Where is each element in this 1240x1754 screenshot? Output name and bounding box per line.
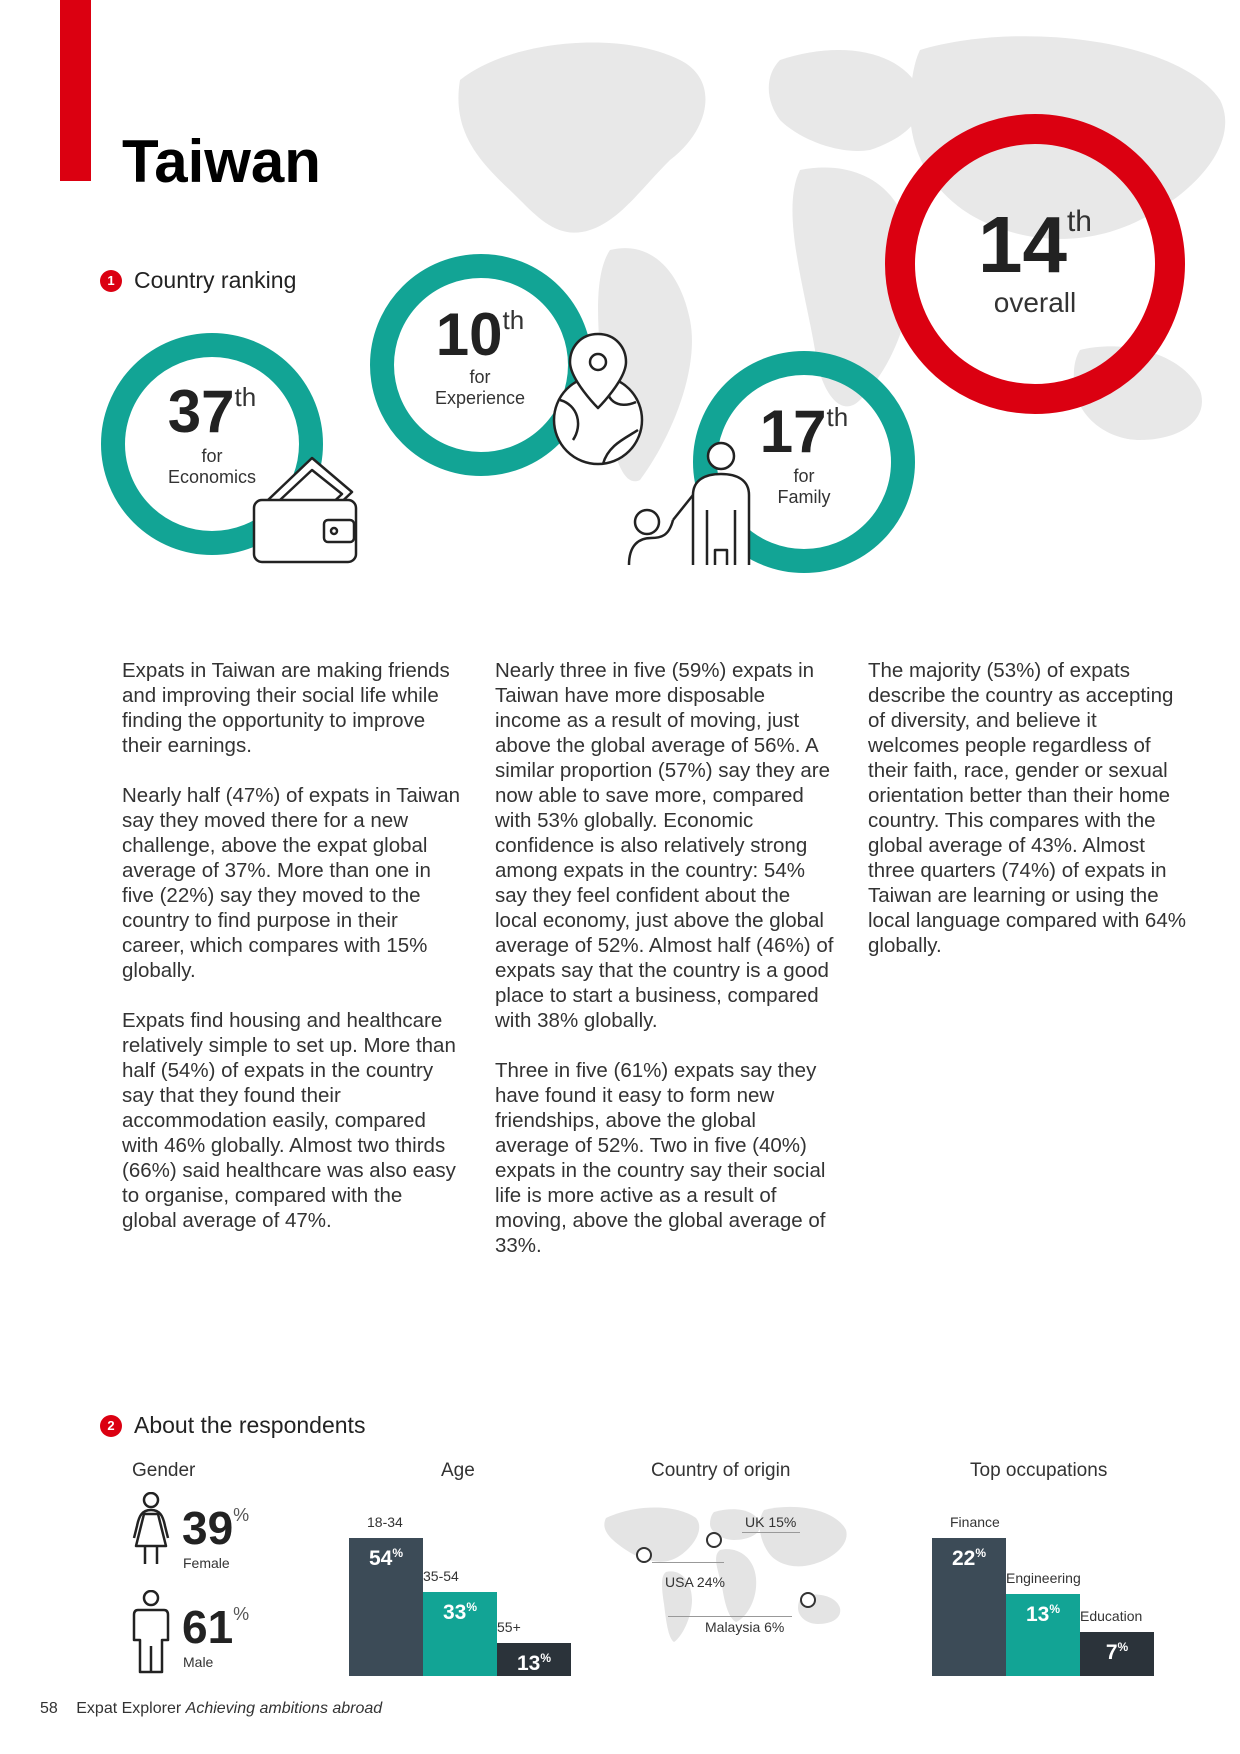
origin-malaysia: Malaysia 6%: [705, 1619, 785, 1635]
economics-label: Economics: [167, 467, 257, 487]
age-bar-value: 13%: [516, 1651, 552, 1675]
paragraph: Expats find housing and healthcare relatively simple to set up. More than half (54%) of expats in the country say that they found their accommodation easily, compared with 46% globally. Almost two thirds (66%) said healthcare was also easy to organise, compared with the global average of 47%.: [122, 1009, 456, 1232]
overall-label: overall: [993, 287, 1077, 318]
origin-usa: USA 24%: [665, 1574, 725, 1590]
section-number: 2: [100, 1415, 122, 1437]
occupation-bar: [932, 1538, 1006, 1676]
usa-leader-line: [652, 1562, 724, 1563]
occupation-bar-label: Finance: [950, 1514, 1000, 1530]
economics-for: for: [201, 446, 223, 466]
age-bar-value: 54%: [368, 1546, 404, 1570]
family-for: for: [793, 466, 815, 486]
malaysia-leader-line: [668, 1616, 792, 1617]
age-bar-label: 18-34: [367, 1514, 403, 1530]
body-column-3: [868, 658, 1188, 983]
paragraph: Expats in Taiwan are making friends and improving their social life while finding the opportunity to improve their earnings.: [122, 659, 450, 757]
occupation-bar-label: Education: [1080, 1608, 1143, 1624]
occupations-bar-chart: [932, 1500, 1154, 1676]
body-column-1: [122, 658, 462, 1258]
paragraph: Three in five (61%) expats say they have found it easy to form new friendships, above the global average of 52%. Two in five (40%) expats in the country say their social life is more active as a result of moving, above the global average of 33%.: [495, 1059, 826, 1257]
age-bar-label: 55+: [497, 1619, 521, 1635]
page-footer: [40, 1700, 382, 1718]
paragraph: Nearly half (47%) of expats in Taiwan say they moved there for a new challenge, above the expat global average of 37%. More than one in five (22%) say they moved to the country to find purpose in their career, which compares with 15% globally.: [122, 784, 461, 982]
paragraph: Nearly three in five (59%) expats in Taiwan have more disposable income as a result of moving, just above the global average of 56%. A similar proportion (57%) say they are now able to save more, compared with 53% globally. Economic confidence is also relatively strong among expats in the country: 54% say they feel confident about the local economy, just above the global average of 52%. Almost half (46%) of expats say that the country is a good place to start a business, compared with 38% globally.: [495, 659, 834, 1032]
female-label: Female: [183, 1555, 230, 1571]
experience-rank: [405, 301, 555, 409]
occupation-bar-value: 22%: [951, 1546, 987, 1570]
age-bar: [497, 1643, 571, 1676]
uk-leader-line: [742, 1532, 800, 1533]
footer-subtitle: Achieving ambitions abroad: [185, 1700, 383, 1717]
occupation-bar-label: Engineering: [1006, 1570, 1081, 1586]
economics-rank-number: 37: [167, 378, 235, 445]
economics-rank-suffix: th: [234, 382, 257, 412]
malaysia-marker: [800, 1592, 816, 1608]
male-icon: [130, 1590, 172, 1674]
section-number: 1: [100, 270, 122, 292]
male-label: Male: [183, 1654, 214, 1670]
respondents-heading: [100, 1412, 365, 1439]
experience-for: for: [469, 367, 491, 387]
experience-rank-number: 10: [435, 301, 503, 368]
age-heading: Age: [441, 1460, 475, 1481]
paragraph: The majority (53%) of expats describe the country as accepting of diversity, and believe it welcomes people regardless of their faith, race, gender or sexual orientation better than their home country. This compares with the global average of 43%. Almost three quarters (74%) of expats in Taiwan are learning or using the local language compared with 64% globally.: [868, 659, 1186, 957]
male-unit: %: [233, 1604, 250, 1624]
age-bar-chart: [349, 1500, 571, 1676]
page-title: Taiwan: [122, 128, 321, 195]
section-title: Country ranking: [134, 267, 297, 293]
origin-heading: Country of origin: [651, 1460, 791, 1481]
uk-marker: [706, 1532, 722, 1548]
age-bar: [423, 1592, 497, 1676]
occupation-bar: [1080, 1632, 1154, 1676]
family-label: Family: [777, 487, 831, 507]
occupations-heading: Top occupations: [970, 1460, 1108, 1481]
gender-heading: Gender: [132, 1460, 196, 1481]
age-bar-value: 33%: [442, 1600, 478, 1624]
body-column-2: [495, 658, 835, 1283]
footer-series: Expat Explorer: [76, 1700, 182, 1717]
overall-rank-suffix: th: [1066, 205, 1092, 238]
age-bar: [349, 1538, 423, 1676]
experience-rank-suffix: th: [502, 305, 525, 335]
female-value: 39: [182, 1502, 234, 1554]
usa-marker: [636, 1547, 652, 1563]
wallet-icon: [250, 450, 362, 568]
overall-rank: [945, 200, 1125, 319]
page-number: 58: [40, 1700, 58, 1717]
age-bar-label: 35-54: [423, 1568, 459, 1584]
male-value: 61: [182, 1601, 234, 1653]
family-rank-suffix: th: [826, 402, 849, 432]
family-icon: [625, 440, 755, 565]
overall-rank-number: 14: [977, 200, 1067, 289]
female-unit: %: [233, 1505, 250, 1525]
female-icon: [130, 1492, 172, 1566]
section-title: About the respondents: [134, 1412, 366, 1438]
occupation-bar-value: 13%: [1025, 1602, 1061, 1626]
origin-uk: UK 15%: [745, 1514, 797, 1530]
occupation-bar: [1006, 1594, 1080, 1676]
experience-label: Experience: [434, 388, 526, 408]
occupation-bar-value: 7%: [1105, 1640, 1129, 1664]
female-stat: [182, 1502, 250, 1554]
male-stat: [182, 1601, 250, 1653]
family-rank-number: 17: [759, 398, 827, 465]
